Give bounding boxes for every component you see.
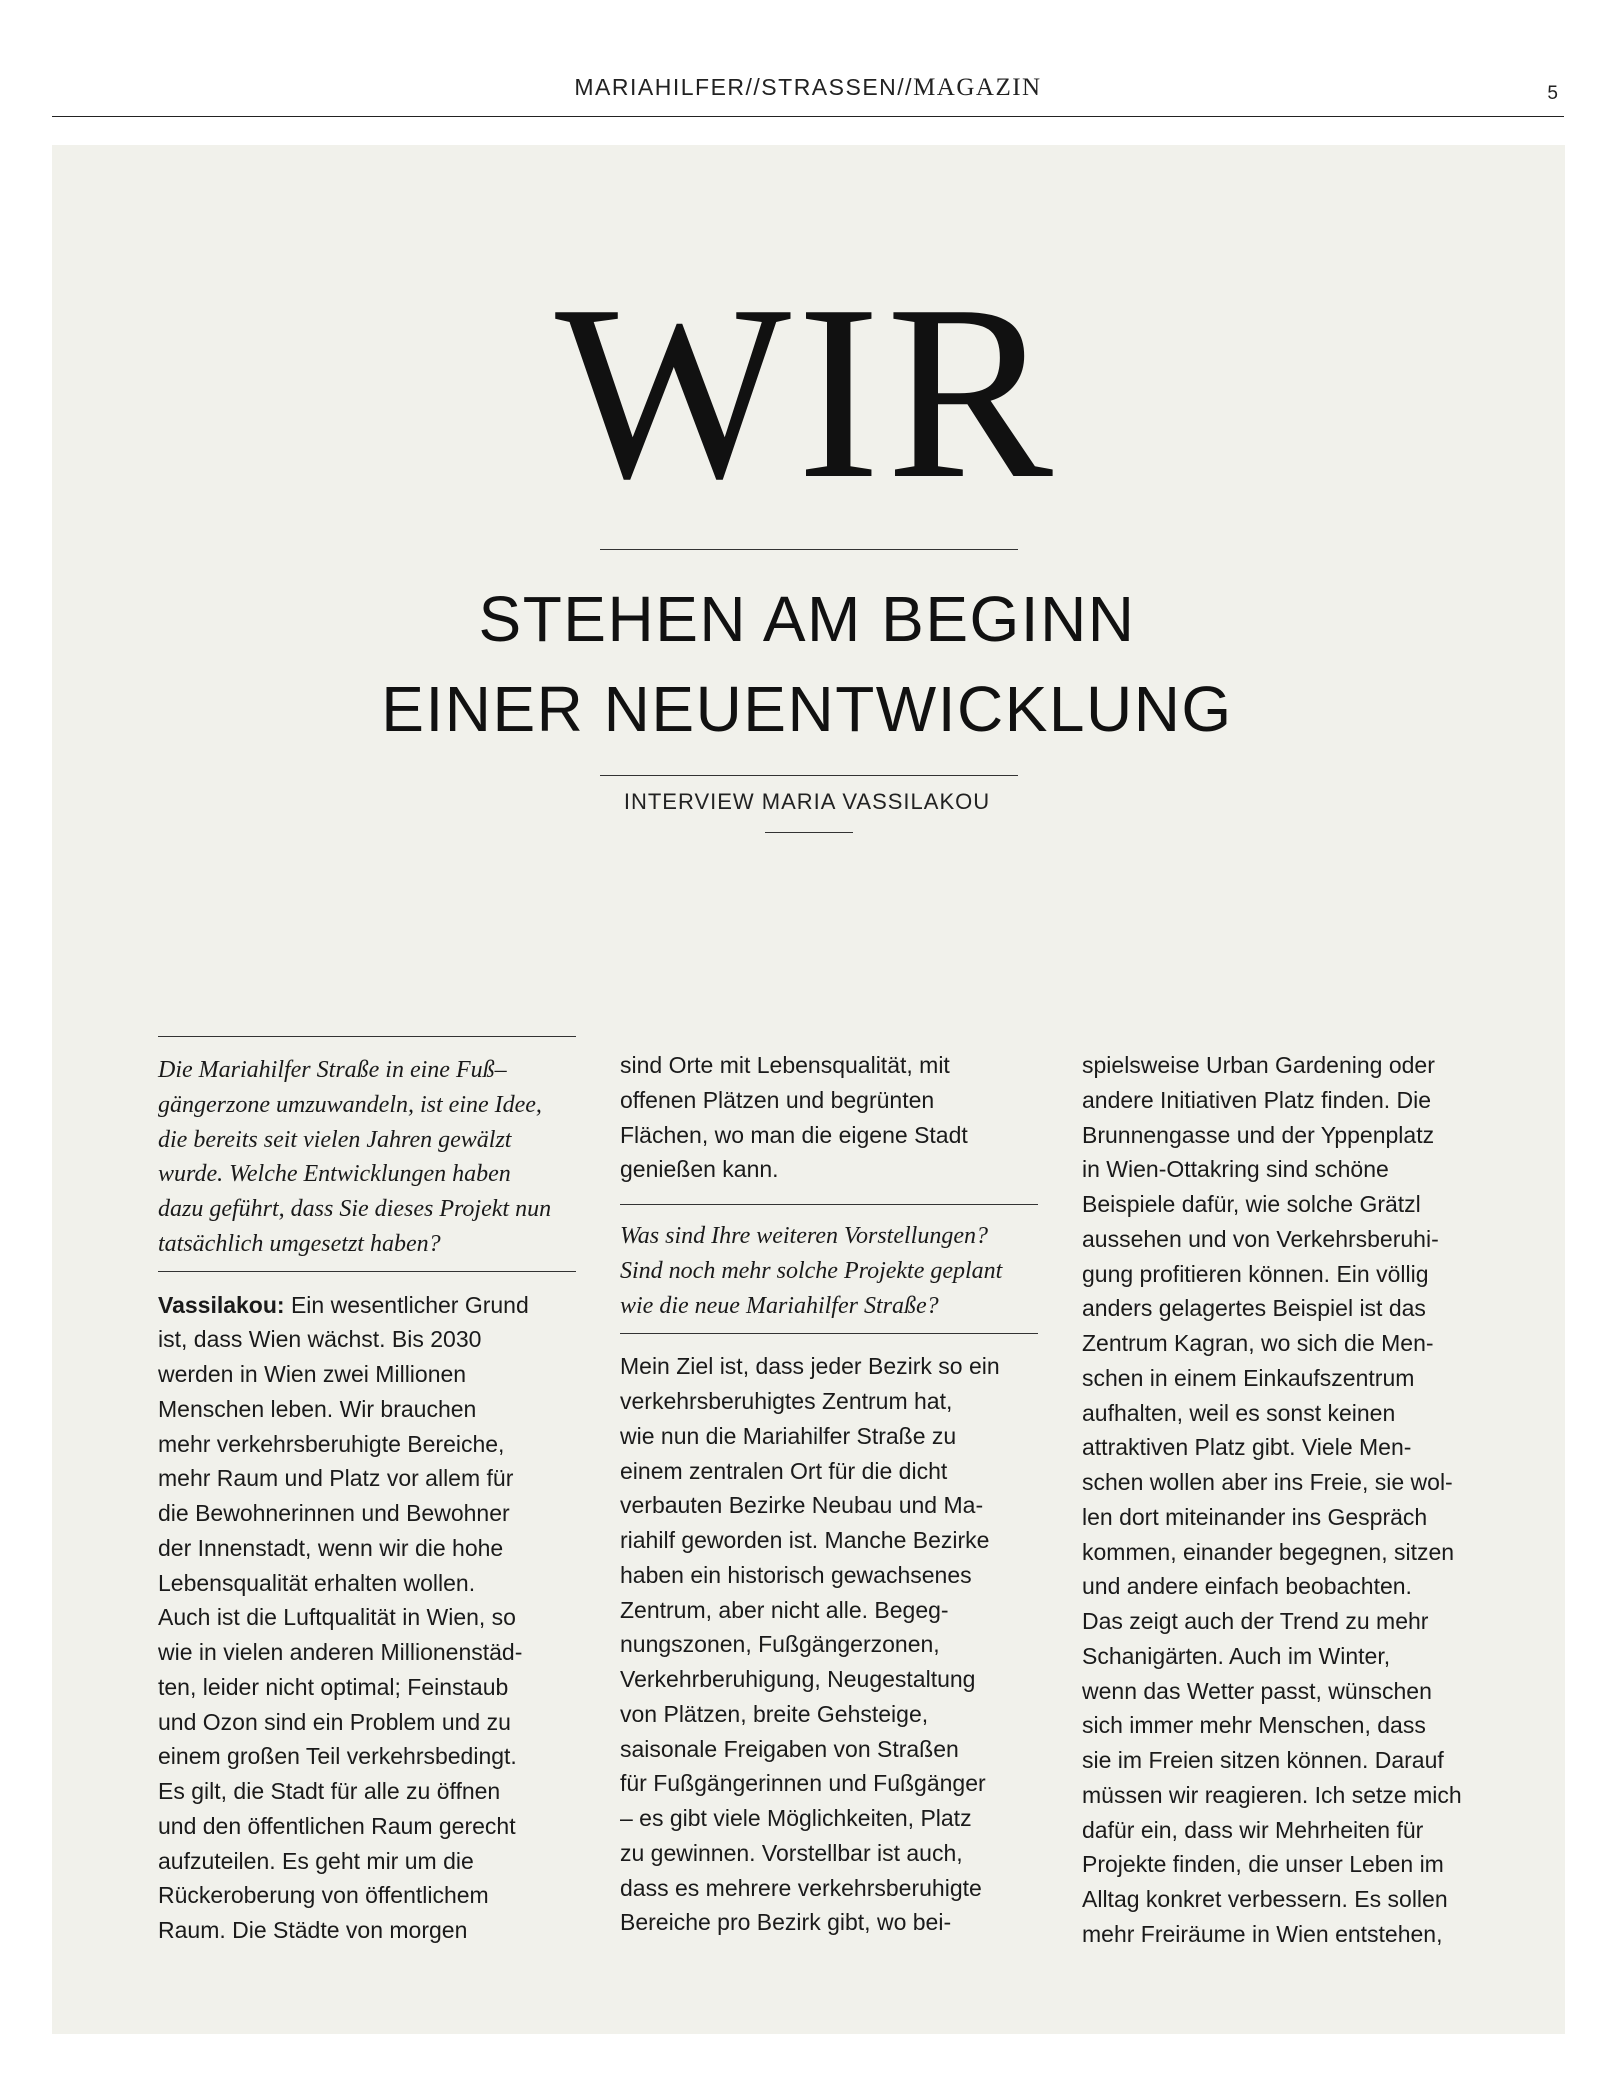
question-divider-top	[620, 1204, 1038, 1205]
text-column-1	[158, 1036, 576, 1948]
text-column-2	[620, 1048, 1038, 1940]
answer-line: aufhalten, weil es sonst keinen	[1082, 1399, 1396, 1426]
answer-line: und Ozon sind ein Problem und zu	[158, 1708, 511, 1735]
answer-line: und andere einfach beobachten.	[1082, 1573, 1412, 1600]
answer-line: Zentrum Kagran, wo sich die Men-	[1082, 1330, 1434, 1356]
answer-line: verkehrsberuhigtes Zentrum hat,	[620, 1388, 953, 1414]
question-line: die bereits seit vielen Jahren gewälzt	[158, 1126, 512, 1153]
article-subtitle	[0, 574, 1614, 754]
question-line: Sind noch mehr solche Projekte geplant	[620, 1257, 1003, 1284]
magazine-title-suffix: MAGAZIN	[913, 74, 1042, 101]
question-line: Was sind Ihre weiteren Vorstellungen?	[620, 1223, 988, 1249]
question-divider-bottom	[158, 1271, 576, 1272]
question-line: tatsächlich umgesetzt haben?	[158, 1230, 441, 1257]
answer-line: len dort miteinander ins Gespräch	[1082, 1503, 1428, 1530]
answer-line: Lebensqualität erhalten wollen.	[158, 1569, 476, 1596]
answer-line: sie im Freien sitzen können. Darauf	[1082, 1747, 1444, 1773]
answer-line: Es gilt, die Stadt für alle zu öffnen	[158, 1778, 501, 1804]
speaker-name: Vassilakou:	[158, 1291, 285, 1318]
answer-line: wenn das Wetter passt, wünschen	[1082, 1677, 1432, 1704]
answer-line: mehr verkehrsberuhigte Bereiche,	[158, 1430, 505, 1457]
question-divider-bottom	[620, 1333, 1038, 1334]
subtitle-line-2: EINER NEUENTWICKLUNG	[381, 673, 1233, 745]
answer-line: mehr Raum und Platz vor allem für	[158, 1465, 514, 1492]
answer-line: verbauten Bezirke Neubau und Ma-	[620, 1492, 984, 1519]
subtitle-line-1: STEHEN AM BEGINN	[478, 583, 1136, 655]
question-line: wie die neue Mariahilfer Straße?	[620, 1292, 939, 1319]
answer-line: mehr Freiräume in Wien entstehen,	[1082, 1920, 1443, 1947]
answer-line	[158, 1288, 576, 1323]
title-divider-bottom	[600, 775, 1018, 776]
answer-line: Brunnengasse und der Yppenplatz	[1082, 1121, 1435, 1148]
answer-line: in Wien-Ottakring sind schöne	[1082, 1156, 1389, 1183]
answer-line: zu gewinnen. Vorstellbar ist auch,	[620, 1839, 963, 1866]
answer-line: Zentrum, aber nicht alle. Begeg-	[620, 1596, 949, 1623]
answer-line: – es gibt viele Möglichkeiten, Platz	[620, 1805, 972, 1831]
answer-line: spielsweise Urban Gardening oder	[1082, 1052, 1435, 1078]
magazine-title-main: MARIAHILFER//STRASSEN//	[574, 74, 914, 100]
answer-line: wie in vielen anderen Millionenstäd-	[158, 1639, 523, 1665]
answer-line: werden in Wien zwei Millionen	[158, 1361, 467, 1387]
answer-line: einem zentralen Ort für die dicht	[620, 1457, 948, 1484]
answer-line: von Plätzen, breite Gehsteige,	[620, 1700, 929, 1727]
answer-line: sich immer mehr Menschen, dass	[1082, 1712, 1426, 1739]
answer-line: attraktiven Platz gibt. Viele Men-	[1082, 1434, 1412, 1461]
answer-line: einem großen Teil verkehrsbedingt.	[158, 1743, 517, 1770]
answer-line: Menschen leben. Wir brauchen	[158, 1395, 477, 1422]
answer-line: anders gelagertes Beispiel ist das	[1082, 1295, 1426, 1322]
answer-line: Projekte finden, die unser Leben im	[1082, 1851, 1444, 1878]
article-byline: INTERVIEW MARIA VASSILAKOU	[623, 789, 991, 814]
answer-line: Raum. Die Städte von morgen	[158, 1917, 468, 1943]
interview-answer-1-continued	[620, 1048, 1038, 1187]
answer-line: Mein Ziel ist, dass jeder Bezirk so ein	[620, 1353, 1000, 1380]
question-divider-top	[158, 1036, 576, 1037]
answer-line: Auch ist die Luftqualität in Wien, so	[158, 1604, 516, 1631]
answer-line: aussehen und von Verkehrsberuhi-	[1082, 1225, 1439, 1252]
answer-line: offenen Plätzen und begrünten	[620, 1086, 935, 1113]
title-divider-top	[600, 549, 1018, 550]
page-header	[52, 0, 1564, 118]
answer-line: dass es mehrere verkehrsberuhigte	[620, 1874, 982, 1901]
magazine-title	[52, 74, 1564, 102]
answer-line: ten, leider nicht optimal; Feinstaub	[158, 1673, 509, 1700]
answer-text: Ein wesentlicher Grund	[284, 1291, 529, 1318]
answer-line: Schanigärten. Auch im Winter,	[1082, 1642, 1391, 1669]
answer-line: Das zeigt auch der Trend zu mehr	[1082, 1608, 1429, 1634]
answer-line: andere Initiativen Platz finden. Die	[1082, 1086, 1432, 1113]
answer-line: riahilf geworden ist. Manche Bezirke	[620, 1527, 990, 1553]
interview-answer-1	[158, 1288, 576, 1948]
interview-question-1	[158, 1053, 576, 1262]
text-column-3	[1082, 1048, 1522, 1952]
question-line: Die Mariahilfer Straße in eine Fuß–	[158, 1057, 507, 1083]
answer-line: ist, dass Wien wächst. Bis 2030	[158, 1326, 482, 1353]
answer-line: und den öffentlichen Raum gerecht	[158, 1812, 516, 1839]
answer-line: saisonale Freigaben von Straßen	[620, 1735, 959, 1762]
answer-line: Bereiche pro Bezirk gibt, wo bei-	[620, 1909, 952, 1936]
answer-line: sind Orte mit Lebensqualität, mit	[620, 1052, 950, 1078]
answer-line: Verkehrberuhigung, Neugestaltung	[620, 1666, 976, 1692]
interview-answer-2	[620, 1349, 1038, 1940]
answer-line: haben ein historisch gewachsenes	[620, 1561, 972, 1588]
answer-line: dafür ein, dass wir Mehrheiten für	[1082, 1816, 1424, 1843]
answer-line: nungszonen, Fußgängerzonen,	[620, 1631, 940, 1658]
answer-line: genießen kann.	[620, 1156, 779, 1183]
answer-line: wie nun die Mariahilfer Straße zu	[620, 1422, 957, 1449]
answer-line: Flächen, wo man die eigene Stadt	[620, 1121, 968, 1148]
answer-line: Beispiele dafür, wie solche Grätzl	[1082, 1191, 1421, 1217]
answer-line: für Fußgängerinnen und Fußgänger	[620, 1770, 986, 1797]
answer-line: schen wollen aber ins Freie, sie wol-	[1082, 1469, 1453, 1495]
question-line: wurde. Welche Entwicklungen haben	[158, 1161, 511, 1188]
interview-answer-2-continued	[1082, 1048, 1522, 1952]
page-number: 5	[1547, 83, 1558, 104]
article-title: WIR	[555, 254, 1059, 531]
answer-line: der Innenstadt, wenn wir die hohe	[158, 1534, 504, 1561]
byline-divider	[765, 832, 853, 833]
answer-line: gung profitieren können. Ein völlig	[1082, 1260, 1429, 1287]
answer-line: müssen wir reagieren. Ich setze mich	[1082, 1781, 1462, 1808]
header-divider	[52, 116, 1564, 117]
answer-line: Rückeroberung von öffentlichem	[158, 1882, 489, 1909]
question-line: dazu geführt, dass Sie dieses Projekt nun	[158, 1196, 552, 1222]
question-line: gängerzone umzuwandeln, ist eine Idee,	[158, 1091, 542, 1118]
answer-line: die Bewohnerinnen und Bewohner	[158, 1500, 510, 1526]
interview-question-2	[620, 1219, 1038, 1323]
answer-line: Alltag konkret verbessern. Es sollen	[1082, 1886, 1448, 1912]
answer-line: aufzuteilen. Es geht mir um die	[158, 1847, 474, 1874]
answer-line: schen in einem Einkaufszentrum	[1082, 1364, 1415, 1391]
answer-line: kommen, einander begegnen, sitzen	[1082, 1538, 1455, 1565]
